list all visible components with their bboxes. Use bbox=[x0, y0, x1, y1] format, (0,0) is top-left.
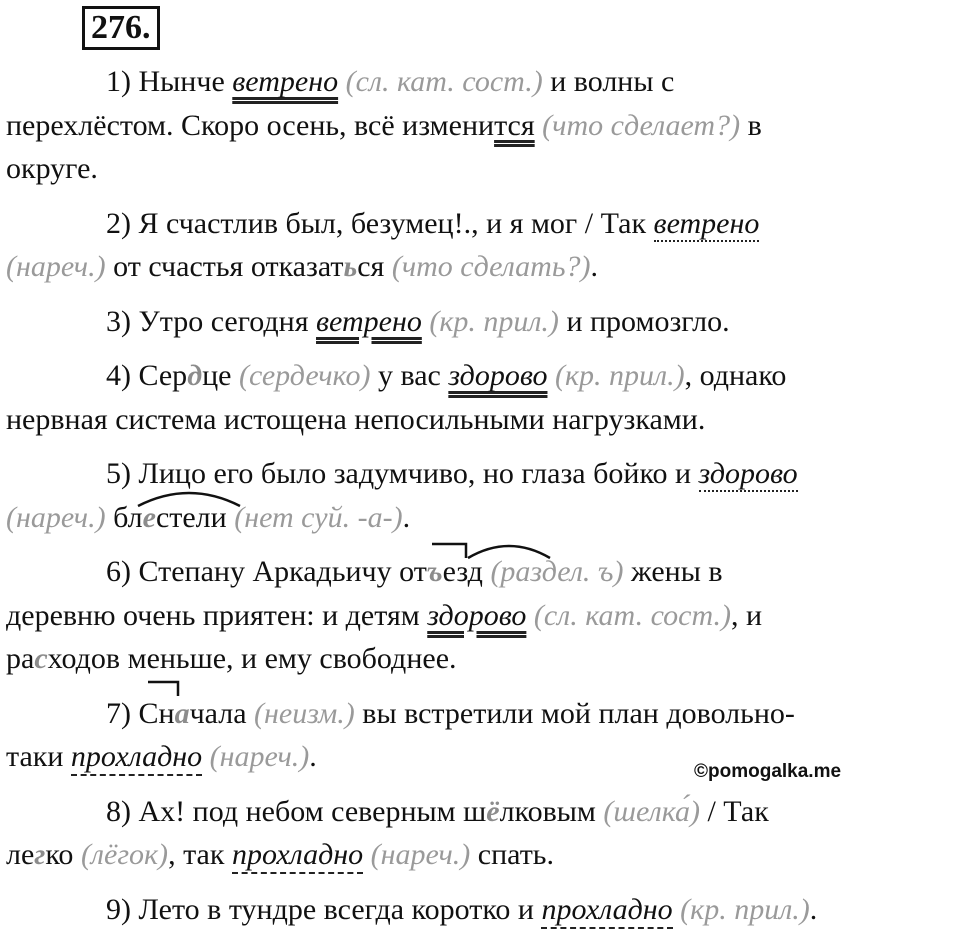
underlined-word: ветрено bbox=[232, 65, 338, 98]
text: , и bbox=[731, 599, 762, 632]
exercise-number: 276. bbox=[82, 6, 160, 50]
text: жены в bbox=[624, 555, 723, 588]
grammar-note: (сл. кат. сост.) bbox=[526, 599, 731, 632]
text: 1) Нынче bbox=[106, 65, 232, 98]
text: в bbox=[740, 109, 762, 142]
underlined-word: здорово bbox=[427, 599, 526, 632]
grammar-note: (кр. прил.) bbox=[547, 359, 684, 392]
sentence-1-line-2 bbox=[6, 104, 956, 148]
grammar-note: (сердечко) bbox=[231, 359, 370, 392]
prefix-mark-icon bbox=[146, 678, 182, 698]
text: 5) Лицо его было задумчиво, но глаза бойко и bbox=[106, 457, 699, 490]
sentence-7-line-1 bbox=[6, 692, 956, 736]
grammar-note: (что сделать?) bbox=[384, 250, 590, 283]
text: таки bbox=[6, 740, 71, 773]
sentence-8-line-2 bbox=[6, 833, 956, 877]
text: чала bbox=[190, 697, 247, 730]
grammar-note: (нареч.) bbox=[363, 838, 470, 871]
sentence-9-line-1 bbox=[6, 888, 956, 931]
underlined-word: здорово bbox=[699, 457, 798, 492]
prefix-mark-icon bbox=[430, 540, 470, 560]
sentence-8-line-1 bbox=[6, 790, 956, 834]
text: ходов меньше, и ему свободнее. bbox=[48, 642, 457, 675]
sentence-6-line-2 bbox=[6, 594, 956, 638]
text: . bbox=[810, 893, 818, 926]
grammar-note: (лёгок) bbox=[73, 838, 168, 871]
sentence-2-line-2 bbox=[6, 245, 956, 289]
grammar-note: (неизм.) bbox=[247, 697, 355, 730]
sentence-2-line-1 bbox=[6, 202, 956, 246]
grammar-note: (нареч.) bbox=[6, 501, 106, 534]
text: езд bbox=[443, 555, 483, 588]
text: 4) Сер bbox=[106, 359, 187, 392]
text: . bbox=[591, 250, 599, 283]
grammar-note: (шелка́) bbox=[596, 795, 700, 828]
underlined-word: прохладно bbox=[71, 740, 202, 776]
text: 8) Ах! под небом северным ш bbox=[106, 795, 486, 828]
text: бл bbox=[106, 501, 143, 534]
text: вы встретили мой план довольно- bbox=[355, 697, 795, 730]
highlighted-letter: с bbox=[34, 642, 47, 675]
underlined-word: ветрено bbox=[316, 305, 422, 338]
underlined-word: здорово bbox=[448, 359, 547, 392]
grammar-note: (нареч.) bbox=[202, 740, 309, 773]
grammar-note: (что сделает?) bbox=[535, 109, 740, 142]
text: ся bbox=[357, 250, 384, 283]
text: , однако bbox=[685, 359, 787, 392]
text: 3) Утро сегодня bbox=[106, 305, 316, 338]
grammar-note: (нет суй. -а-) bbox=[227, 501, 403, 534]
underlined-word: прохладно bbox=[232, 838, 363, 874]
text: лковым bbox=[500, 795, 596, 828]
text: и промозгло. bbox=[559, 305, 730, 338]
text: ле bbox=[6, 838, 34, 871]
text: / Так bbox=[700, 795, 769, 828]
grammar-note: (сл. кат. сост.) bbox=[338, 65, 543, 98]
grammar-note: (нареч.) bbox=[6, 250, 106, 283]
highlighted-letter: а bbox=[175, 697, 190, 730]
highlighted-letter: ъ bbox=[427, 555, 443, 588]
text: от счастья отказат bbox=[106, 250, 344, 283]
grammar-note: (кр. прил.) bbox=[422, 305, 559, 338]
text: 2) Я счастлив был, безумец!., и я мог / Так bbox=[106, 207, 654, 240]
sentence-6-line-3 bbox=[6, 637, 956, 681]
sentence-1-line-3 bbox=[6, 147, 956, 191]
highlighted-letter: е bbox=[143, 501, 156, 534]
sentence-1-line-1 bbox=[6, 60, 956, 104]
text: спать. bbox=[470, 838, 554, 871]
text: ра bbox=[6, 642, 34, 675]
text: ко bbox=[45, 838, 73, 871]
text: стели bbox=[156, 501, 227, 534]
grammar-note: (раздел. ъ) bbox=[483, 555, 624, 588]
text: округе. bbox=[6, 152, 98, 185]
text: и волны с bbox=[543, 65, 675, 98]
underlined-ending: тся bbox=[494, 109, 535, 142]
sentence-4-line-2 bbox=[6, 398, 956, 442]
highlighted-letter: д bbox=[187, 359, 202, 392]
highlighted-letter: г bbox=[34, 838, 45, 871]
text: . bbox=[309, 740, 317, 773]
text: нервная система истощена непосильными нагрузками. bbox=[6, 403, 705, 436]
text: 7) Сн bbox=[106, 697, 175, 730]
text: перехлёстом. Скоро осень, всё измени bbox=[6, 109, 494, 142]
grammar-note: (кр. прил.) bbox=[673, 893, 810, 926]
text: 9) Лето в тундре всегда коротко и bbox=[106, 893, 541, 926]
sentence-4-line-1 bbox=[6, 354, 956, 398]
text: 6) Степану Аркадьичу от bbox=[106, 555, 427, 588]
text: . bbox=[403, 501, 411, 534]
text: , так bbox=[168, 838, 232, 871]
root-arc-icon bbox=[134, 486, 244, 508]
underlined-word: ветрено bbox=[654, 207, 760, 242]
text: це bbox=[202, 359, 231, 392]
underlined-word: прохладно bbox=[541, 893, 672, 929]
highlighted-letter: ё bbox=[486, 795, 499, 828]
watermark: ©pomogalka.me bbox=[694, 761, 841, 783]
text: деревню очень приятен: и детям bbox=[6, 599, 427, 632]
text: у вас bbox=[370, 359, 448, 392]
root-arc-icon bbox=[464, 538, 554, 560]
sentence-3-line-1 bbox=[6, 300, 956, 344]
highlighted-letter: ь bbox=[344, 250, 358, 283]
